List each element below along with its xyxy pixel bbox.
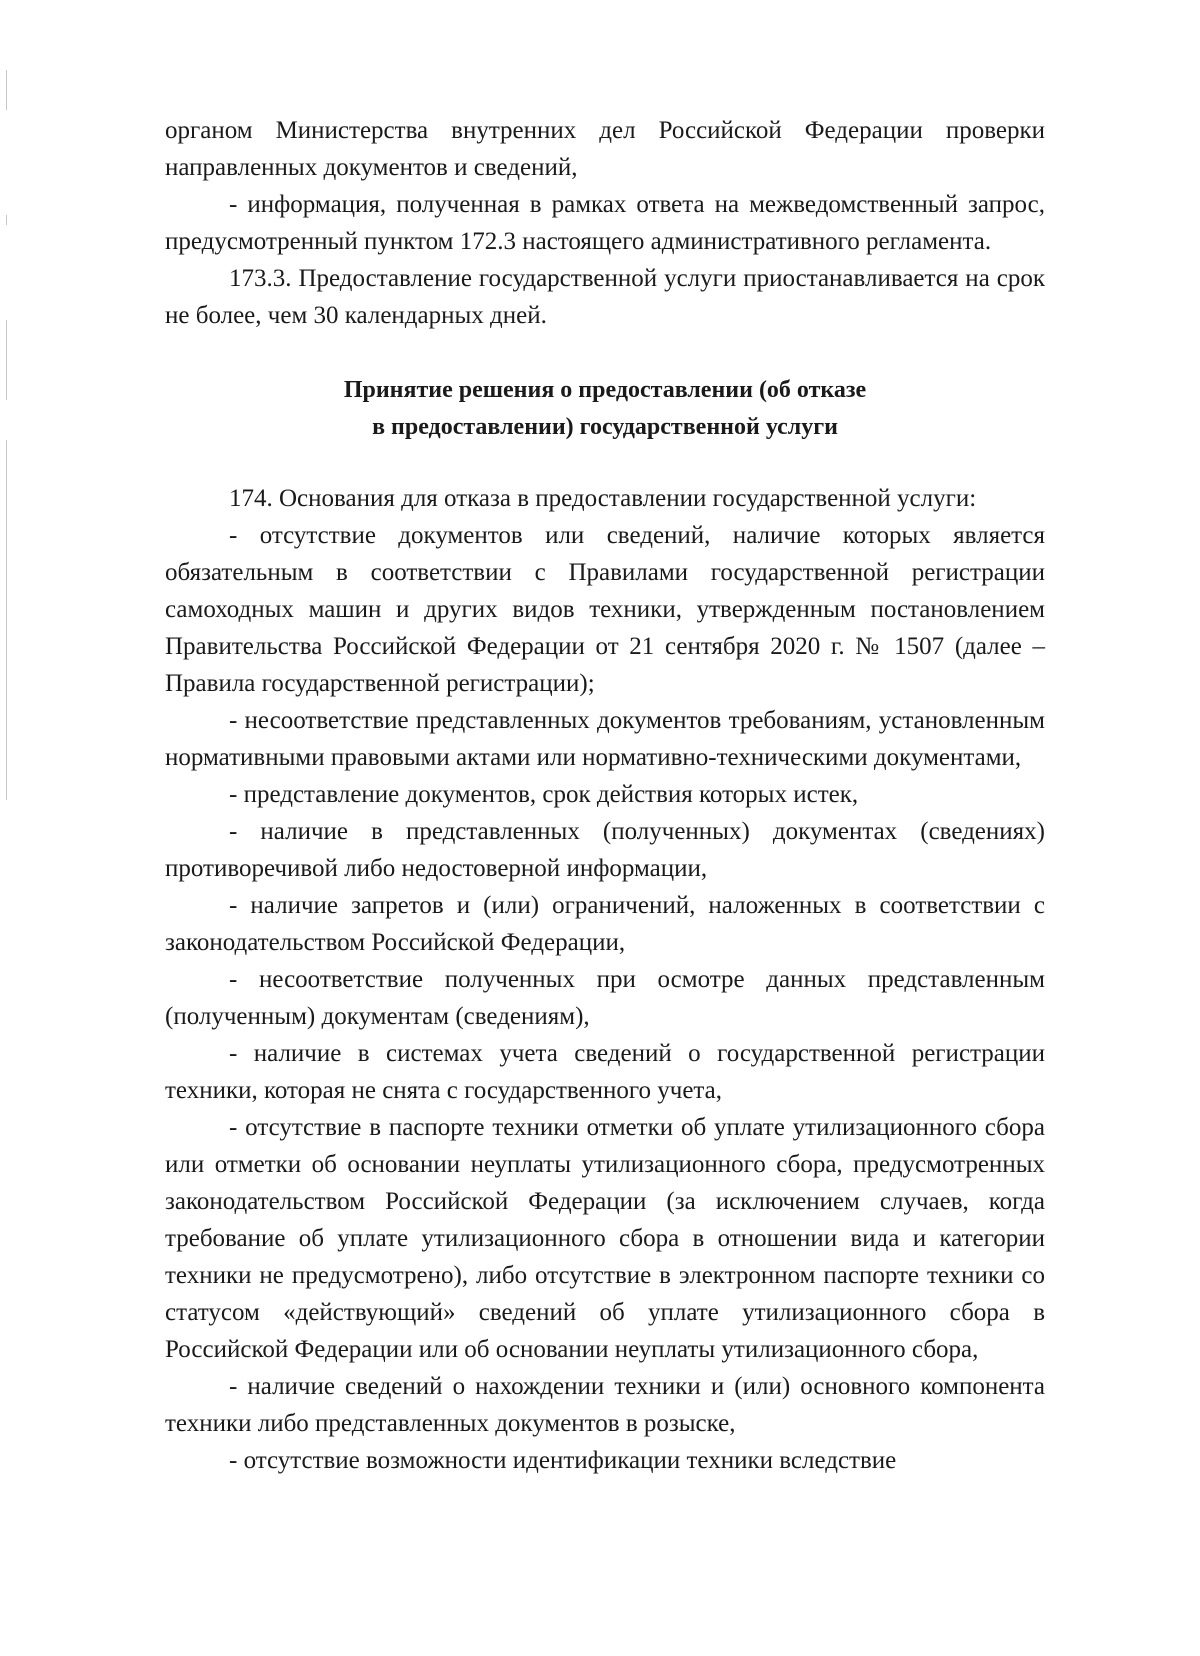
list-item: - отсутствие документов или сведений, наличие которых является обязательным в соответствии с Правилами государственной регистрации самоходных машин и других видов техники, утвержденным постановлением Правительства Российской Федерации от 21 сентября 2020 г. № 1507 (далее – Правила государственной регистрации); [165, 522, 1045, 697]
list-item: - наличие сведений о нахождении техники и (или) основного компонента техники либо представленных документов в розыске, [165, 1373, 1045, 1437]
list-item: - наличие в представленных (полученных) документах (сведениях) противоречивой либо недостоверной информации, [165, 818, 1045, 882]
scan-edge-mark [6, 70, 7, 110]
document-body [165, 112, 1045, 1479]
list-item: - несоответствие представленных документов требованиям, установленным нормативными правовыми актами или нормативно-техническими документами, [165, 707, 1045, 771]
paragraph: органом Министерства внутренних дел Российской Федерации проверки направленных документов и сведений, [165, 117, 1045, 181]
paragraph: 173.3. Предоставление государственной услуги приостанавливается на срок не более, чем 30 календарных дней. [165, 265, 1045, 329]
list-item: - наличие запретов и (или) ограничений, наложенных в соответствии с законодательством Российской Федерации, [165, 892, 1045, 956]
scan-edge-mark [6, 440, 7, 800]
paragraph: 174. Основания для отказа в предоставлении государственной услуги: [229, 485, 977, 512]
list-item: - несоответствие полученных при осмотре данных представленным (полученным) документам (сведениям), [165, 966, 1045, 1030]
section-heading-line: в предоставлении) государственной услуги [372, 414, 838, 440]
list-item: - представление документов, срок действия которых истек, [229, 781, 859, 808]
list-item: - наличие в системах учета сведений о государственной регистрации техники, которая не снята с государственного учета, [165, 1040, 1045, 1104]
list-item: - отсутствие в паспорте техники отметки об уплате утилизационного сбора или отметки об основании неуплаты утилизационного сбора, предусмотренных законодательством Российской Федерации (за исключением случаев, когда требование об уплате утилизационного сбора в отношении вида и категории техники не предусмотрено), либо отсутствие в электронном паспорте техники со статусом «действующий» сведений об уплате утилизационного сбора в Российской Федерации или об основании неуплаты утилизационного сбора, [165, 1114, 1045, 1363]
list-item: - отсутствие возможности идентификации техники вследствие [229, 1447, 897, 1474]
section-heading [165, 372, 1045, 446]
paragraph: - информация, полученная в рамках ответа на межведомственный запрос, предусмотренный пунктом 172.3 настоящего административного регламента. [165, 191, 1045, 255]
scan-edge-mark [6, 320, 7, 400]
section-heading-line: Принятие решения о предоставлении (об отказе [343, 377, 867, 403]
scan-edge-mark [6, 215, 7, 225]
